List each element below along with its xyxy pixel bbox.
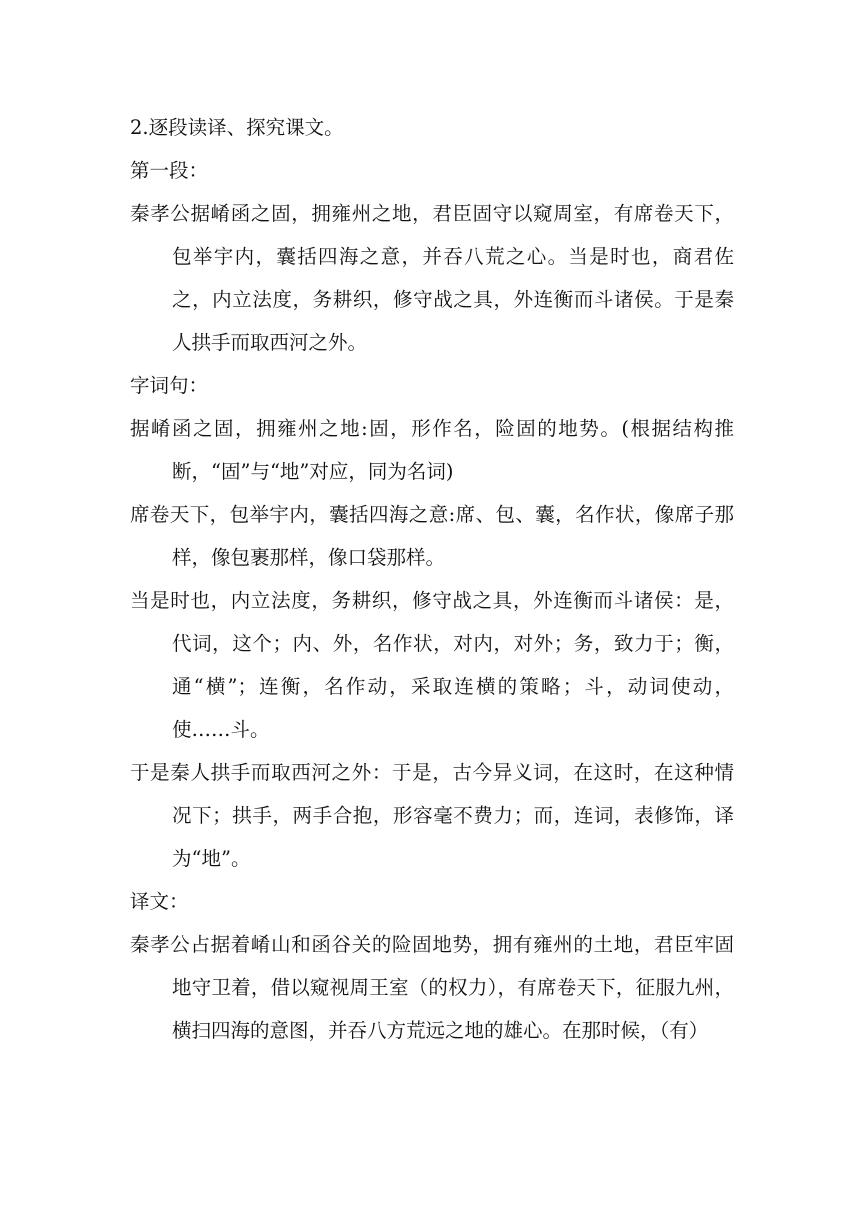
paragraph-label-translation: 译文：	[130, 890, 189, 913]
vocabulary-note-2: 席卷天下，包举宇内，囊括四海之意:席、包、囊，名作状，像席子那样，像包裹那样，像口袋那样。	[130, 503, 734, 569]
document-body	[130, 106, 734, 1052]
section-heading: 2.逐段读译、探究课文。	[130, 116, 344, 139]
vocabulary-note-1: 据崤函之固，拥雍州之地:固，形作名，险固的地势。(根据结构推断，“固”与“地”对应，同为名词)	[130, 417, 734, 483]
original-text-paragraph: 秦孝公据崤函之固，拥雍州之地，君臣固守以窥周室，有席卷天下，包举宇内，囊括四海之意，并吞八荒之心。当是时也，商君佐之，内立法度，务耕织，修守战之具，外连衡而斗诸侯。于是秦人拱手而取西河之外。	[130, 202, 734, 354]
paragraph-label-first-section: 第一段：	[130, 159, 209, 182]
paragraph-label-vocabulary: 字词句：	[130, 374, 209, 397]
translation-paragraph: 秦孝公占据着崤山和函谷关的险固地势，拥有雍州的土地，君臣牢固地守卫着，借以窥视周王室（的权力），有席卷天下，征服九州，横扫四海的意图，并吞八方荒远之地的雄心。在那时候，（有）	[130, 933, 734, 1042]
vocabulary-note-4: 于是秦人拱手而取西河之外：于是，古今异义词，在这时，在这种情况下；拱手，两手合抱，形容毫不费力；而，连词，表修饰，译为“地”。	[130, 761, 734, 870]
vocabulary-note-3: 当是时也，内立法度，务耕织，修守战之具，外连衡而斗诸侯：是，代词，这个；内、外，名作状，对内，对外；务，致力于；衡，通“横”；连衡，名作动，采取连横的策略；斗，动词使动，使……斗。	[130, 589, 734, 741]
